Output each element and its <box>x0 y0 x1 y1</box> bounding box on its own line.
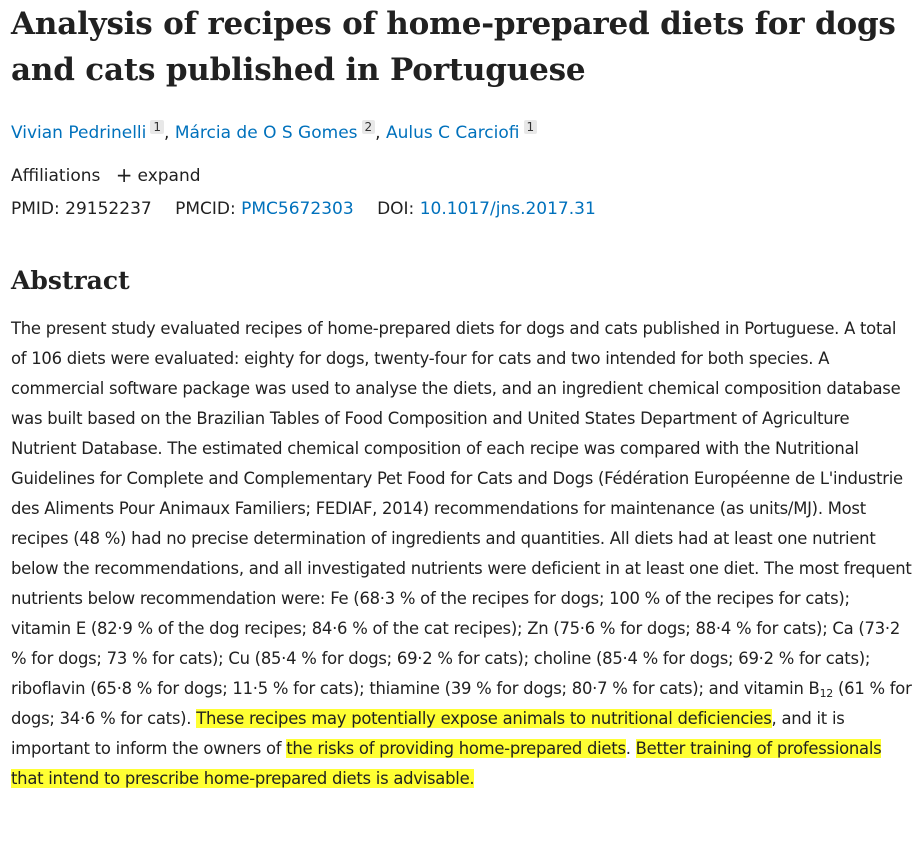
doi-label: DOI: <box>377 199 415 219</box>
pmcid-link[interactable]: PMC5672303 <box>241 199 354 219</box>
abstract-body: . <box>625 739 636 758</box>
article-title: Analysis of recipes of home-prepared diets for dogs and cats published in Portuguese <box>11 6 896 88</box>
pmid-label: PMID: <box>11 199 60 219</box>
doi-link[interactable]: 10.1017/jns.2017.31 <box>419 199 596 219</box>
abstract-body: , and it is important to inform the owners of <box>11 709 845 758</box>
affiliations-row <box>11 164 911 187</box>
plus-icon: + <box>115 163 133 187</box>
pmcid-label: PMCID: <box>175 199 236 219</box>
affiliations-label: Affiliations <box>11 166 101 186</box>
abstract-heading: Abstract <box>11 266 130 295</box>
abstract-text <box>11 314 913 794</box>
affiliation-number-2[interactable]: 2 <box>362 120 376 134</box>
affiliation-number-1[interactable]: 1 <box>150 120 164 134</box>
abstract-body: The present study evaluated recipes of home-prepared diets for dogs and cats published in Portuguese. A total of 106 diets were evaluated: eighty for dogs, twenty-four for cats and two intended for both species. A commercial software package was used to analyse the diets, and an ingredient chemical composition database was built based on the Brazilian Tables of Food Composition and United States Department of Agriculture Nutrient Database. The estimated chemical composition of each recipe was compared with the Nutritional Guidelines for Complete and Complementary Pet Food for Cats and Dogs (Fédération Européenne de L'industrie des Aliments Pour Animaux Familiers; FEDIAF, 2014) recommendations for maintenance (as units/MJ). Most recipes (48 %) had no precise determination of ingredients and quantities. All diets had at least one nutrient below the recommendations, and all investigated nutrients were deficient in at least one diet. The most frequent nutrients below recommendation were: Fe (68·3 % of the recipes for dogs; 100 % of the recipes for cats); vitamin E (82·9 % of the dog recipes; 84·6 % of the cat recipes); Zn (75·6 % for dogs; 88·4 % for cats); Ca (73·2 % for dogs; 73 % for cats); Cu (85·4 % for dogs; 69·2 % for cats); choline (85·4 % for dogs; 69·2 % for cats); riboflavin (65·8 % for dogs; 11·5 % for cats); thiamine (39 % for dogs; 80·7 % for cats); and vitamin B <box>11 319 912 698</box>
author-link-1[interactable]: Vivian Pedrinelli <box>11 123 147 143</box>
affiliation-number-3[interactable]: 1 <box>524 120 538 134</box>
highlighted-text: the risks of providing home-prepared diets <box>286 739 626 758</box>
author-link-3[interactable]: Aulus C Carciofi <box>385 123 520 143</box>
identifiers-row <box>11 198 911 220</box>
highlighted-text: Better training of professionals that intend to prescribe home-prepared diets is advisable. <box>11 739 882 788</box>
author-separator: , <box>375 123 386 143</box>
highlighted-text: These recipes may potentially expose animals to nutritional deficiencies <box>196 709 772 728</box>
pmid-value: 29152237 <box>65 199 152 219</box>
author-list <box>11 120 911 144</box>
author-link-2[interactable]: Márcia de O S Gomes <box>174 123 358 143</box>
vitamin-subscript: 12 <box>819 687 834 700</box>
expand-label: expand <box>137 166 201 186</box>
expand-affiliations-button[interactable] <box>106 163 201 187</box>
abstract-body: (61 % for dogs; 34·6 % for cats). <box>11 679 912 728</box>
author-separator: , <box>164 123 175 143</box>
